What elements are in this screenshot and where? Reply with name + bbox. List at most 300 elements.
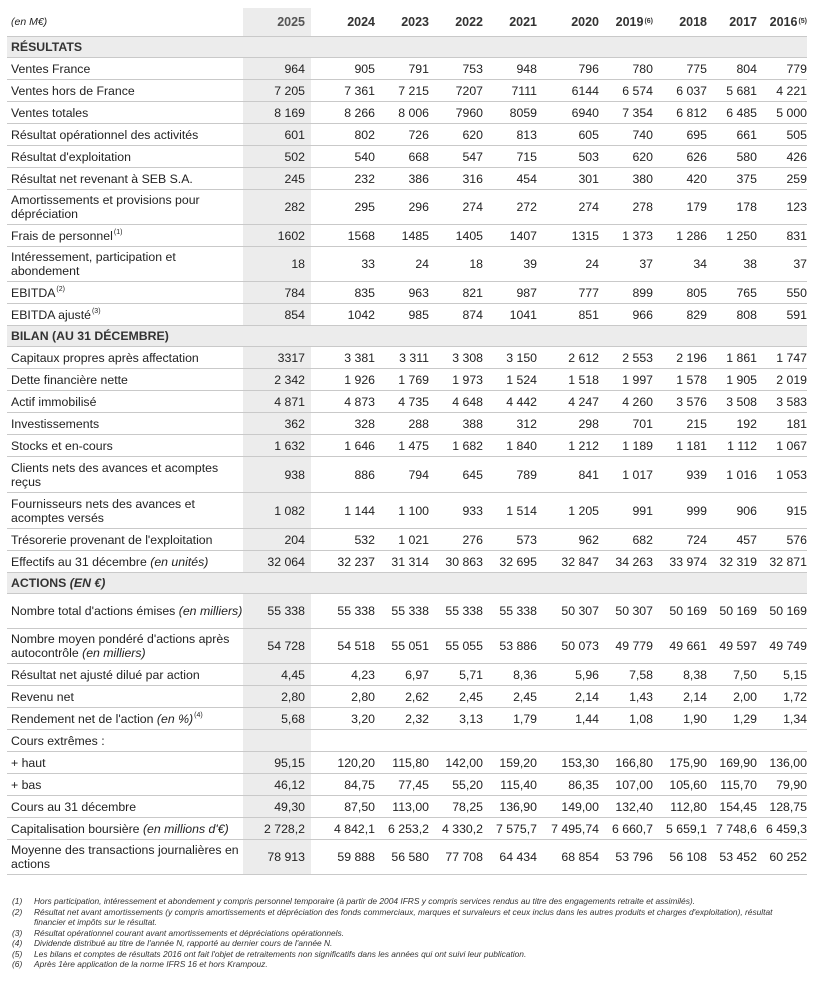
- table-row: [7, 457, 807, 493]
- row-label-text: Résultat net ajusté dilué par action: [11, 667, 200, 682]
- row-label-text: Ventes hors de France: [11, 83, 135, 98]
- table-cell: 1 181: [676, 438, 707, 453]
- table-cell: 1 646: [344, 438, 375, 453]
- table-cell: 84,75: [344, 777, 375, 792]
- row-label-text: Moyenne des transactions journalières en actions: [11, 843, 239, 871]
- table-cell: 4 247: [568, 394, 599, 409]
- table-cell: [599, 730, 653, 751]
- row-label-text: Cours au 31 décembre: [11, 799, 137, 814]
- table-cell: 5 000: [776, 105, 807, 120]
- section-title: [11, 37, 411, 57]
- row-label-text: Capitaux propres après affectation: [11, 350, 199, 365]
- row-label-unit: (en milliers): [82, 646, 146, 660]
- table-cell: 362: [243, 413, 311, 434]
- row-label-text: Nombre total d'actions émises: [11, 604, 176, 618]
- row-label-text: Fournisseurs nets des avances et acomptes versés: [11, 496, 195, 525]
- section-header: [7, 573, 807, 594]
- table-row: [7, 840, 807, 875]
- table-cell: 851: [578, 307, 599, 322]
- table-cell: 128,75: [769, 799, 807, 814]
- row-label: [11, 796, 243, 817]
- table-cell: 56 108: [669, 850, 707, 864]
- year-header: 2023: [401, 15, 429, 29]
- table-cell: 2 196: [676, 350, 707, 365]
- table-cell: 775: [686, 61, 707, 76]
- row-label-text: Effectifs au 31 décembre: [11, 554, 147, 569]
- table-cell: 215: [686, 416, 707, 431]
- table-cell: 1 632: [243, 435, 311, 456]
- table-cell: 835: [354, 285, 375, 300]
- table-cell: 1,43: [629, 689, 653, 704]
- table-cell: 1 682: [452, 438, 483, 453]
- table-cell: 948: [516, 61, 537, 76]
- table-cell: 55 338: [337, 604, 375, 618]
- table-cell: [313, 730, 375, 751]
- table-cell: 32 237: [337, 554, 375, 569]
- footnote: [12, 896, 802, 907]
- table-cell: 784: [243, 282, 311, 303]
- footnote-ref: (2): [56, 286, 65, 294]
- table-cell: 1 100: [398, 503, 429, 518]
- table-cell: 7 575,7: [495, 821, 537, 836]
- table-cell: 7,50: [733, 667, 757, 682]
- table-row: [7, 686, 807, 708]
- table-cell: 316: [462, 171, 483, 186]
- row-label-text: EBITDA: [11, 285, 56, 300]
- table-cell: 938: [243, 457, 311, 492]
- row-label-text: Nombre moyen pondéré d'actions après autocontrôle: [11, 632, 230, 660]
- row-label: [11, 347, 243, 368]
- table-cell: 7960: [455, 105, 483, 120]
- table-cell: 18: [243, 247, 311, 281]
- table-cell: 1 053: [776, 467, 807, 482]
- table-cell: 813: [516, 127, 537, 142]
- row-label: [11, 413, 243, 434]
- table-cell: 854: [243, 304, 311, 325]
- table-cell: 874: [462, 307, 483, 322]
- table-cell: 77 708: [445, 850, 483, 864]
- table-cell: 232: [354, 171, 375, 186]
- table-row: [7, 190, 807, 225]
- table-cell: 841: [578, 467, 599, 482]
- row-label-text: Dette financière nette: [11, 372, 128, 387]
- row-label: [11, 457, 243, 492]
- table-cell: 59 888: [337, 850, 375, 864]
- table-cell: 123: [786, 200, 807, 214]
- table-cell: 55 338: [499, 604, 537, 618]
- footnote-ref: (3): [91, 308, 101, 316]
- footnote-key: (1): [12, 896, 23, 906]
- table-row: [7, 225, 807, 247]
- table-cell: 53 452: [719, 850, 757, 864]
- table-cell: 32 319: [719, 554, 757, 569]
- row-label: [11, 225, 243, 246]
- table-cell: 502: [243, 146, 311, 167]
- table-cell: 50 169: [769, 604, 807, 618]
- table-row: [7, 413, 807, 435]
- table-cell: 3 311: [399, 350, 429, 365]
- table-cell: 4 221: [776, 83, 807, 98]
- table-cell: 915: [786, 503, 807, 518]
- table-cell: 159,20: [499, 755, 537, 770]
- table-cell: 32 695: [499, 554, 537, 569]
- table-cell: 626: [686, 149, 707, 164]
- table-cell: 49 597: [719, 639, 757, 653]
- table-cell: 30 863: [445, 554, 483, 569]
- table-row: [7, 664, 807, 686]
- table-cell: 4 735: [398, 394, 429, 409]
- table-cell: 5 659,1: [665, 821, 707, 836]
- table-cell: 296: [408, 200, 429, 214]
- table-cell: 32 871: [769, 554, 807, 569]
- table-cell: 5 681: [726, 83, 757, 98]
- footnotes: [12, 896, 802, 970]
- table-cell: 457: [736, 532, 757, 547]
- table-cell: 821: [462, 285, 483, 300]
- table-cell: 166,80: [615, 755, 653, 770]
- table-cell: 204: [243, 529, 311, 550]
- table-cell: 1 016: [726, 467, 757, 482]
- table-cell: 2,32: [405, 711, 429, 726]
- table-cell: 682: [632, 532, 653, 547]
- financial-summary-table: [7, 8, 807, 875]
- table-cell: 765: [736, 285, 757, 300]
- table-cell: 1,08: [629, 711, 653, 726]
- section-header: [7, 37, 807, 58]
- table-row: [7, 102, 807, 124]
- table-cell: 295: [354, 200, 375, 214]
- table-cell: 780: [632, 61, 653, 76]
- table-cell: 2,14: [683, 689, 707, 704]
- table-cell: 794: [408, 467, 429, 482]
- table-cell: 4 442: [506, 394, 537, 409]
- table-cell: 49 661: [669, 639, 707, 653]
- table-cell: 38: [743, 257, 757, 271]
- table-row: [7, 369, 807, 391]
- row-label: [11, 247, 243, 281]
- table-cell: 645: [462, 467, 483, 482]
- table-cell: 454: [516, 171, 537, 186]
- table-cell: 178: [736, 200, 757, 214]
- table-cell: 3,20: [351, 711, 375, 726]
- section-header: [7, 326, 807, 347]
- table-cell: 64 434: [499, 850, 537, 864]
- table-cell: 113,00: [392, 799, 429, 814]
- row-label-text: Frais de personnel: [11, 228, 113, 243]
- table-cell: 2 553: [622, 350, 653, 365]
- table-cell: 580: [736, 149, 757, 164]
- table-cell: 966: [632, 307, 653, 322]
- table-cell: 620: [632, 149, 653, 164]
- table-cell: 829: [686, 307, 707, 322]
- table-cell: 5,71: [459, 667, 483, 682]
- table-cell: 34: [693, 257, 707, 271]
- table-cell: 573: [516, 532, 537, 547]
- row-label: [11, 190, 243, 224]
- table-cell: 1,29: [733, 711, 757, 726]
- row-label: [11, 102, 243, 123]
- table-cell: 68 854: [561, 850, 599, 864]
- table-cell: 789: [516, 467, 537, 482]
- table-cell: 1,79: [513, 711, 537, 726]
- table-cell: 4 873: [344, 394, 375, 409]
- table-cell: 24: [415, 257, 429, 271]
- row-label: [11, 369, 243, 390]
- table-cell: 149,00: [561, 799, 599, 814]
- table-row: [7, 247, 807, 282]
- table-cell: 668: [408, 149, 429, 164]
- row-label: [11, 818, 243, 839]
- table-cell: 802: [354, 127, 375, 142]
- row-label: [11, 304, 243, 325]
- table-cell: 6 660,7: [611, 821, 653, 836]
- table-cell: 576: [786, 532, 807, 547]
- table-cell: [375, 730, 429, 751]
- table-cell: 49 749: [769, 639, 807, 653]
- table-row: [7, 58, 807, 80]
- footnote-text: Hors participation, intéressement et abondement y compris personnel temporaire (à partir de 2004 IFRS y compris services rendus au titre des engagements retraite et assimilés).: [34, 896, 695, 906]
- table-cell: 78 913: [243, 840, 311, 874]
- table-row: [7, 304, 807, 326]
- table-cell: 7 748,6: [715, 821, 757, 836]
- table-cell: 328: [354, 416, 375, 431]
- table-cell: 18: [469, 257, 483, 271]
- table-cell: 78,25: [452, 799, 483, 814]
- year-header: 2021: [509, 15, 537, 29]
- table-cell: 95,15: [243, 752, 311, 773]
- table-cell: 8059: [509, 105, 537, 120]
- table-row: [7, 124, 807, 146]
- table-cell: 805: [686, 285, 707, 300]
- table-cell: 7 205: [243, 80, 311, 101]
- table-cell: 136,90: [499, 799, 537, 814]
- row-label: [11, 146, 243, 167]
- table-cell: 6 574: [622, 83, 653, 98]
- table-cell: 2,80: [351, 689, 375, 704]
- table-row: [7, 708, 807, 730]
- table-cell: 963: [408, 285, 429, 300]
- table-cell: 777: [578, 285, 599, 300]
- table-cell: 1,44: [575, 711, 599, 726]
- table-cell: 39: [523, 257, 537, 271]
- table-cell: 964: [243, 58, 311, 79]
- table-cell: 4 648: [452, 394, 483, 409]
- table-cell: 8 006: [398, 105, 429, 120]
- row-label: [11, 391, 243, 412]
- footnote-text: Résultat net avant amortissements (y compris amortissements et dépréciation des fonds commerciaux, marques et survaleurs et ceux inclus dans les autres produits et charges d'exploitation), résultat financier et impôts sur le résultat.: [34, 906, 773, 927]
- footnote: [12, 928, 802, 939]
- year-header: 2020: [571, 15, 599, 29]
- table-cell: 388: [462, 416, 483, 431]
- table-cell: 547: [462, 149, 483, 164]
- table-cell: 55 338: [445, 604, 483, 618]
- table-cell: 753: [462, 61, 483, 76]
- table-cell: 2,45: [459, 689, 483, 704]
- row-label: [11, 529, 243, 550]
- table-row: [7, 752, 807, 774]
- table-cell: 808: [736, 307, 757, 322]
- table-cell: 985: [408, 307, 429, 322]
- table-cell: 278: [632, 200, 653, 214]
- row-label: [11, 80, 243, 101]
- row-label-text: Ventes France: [11, 61, 91, 76]
- footnote-text: Dividende distribué au titre de l'année N, rapporté au dernier cours de l'année N.: [34, 938, 333, 948]
- table-row: [7, 282, 807, 304]
- table-cell: 136,00: [769, 755, 807, 770]
- table-cell: 591: [786, 307, 807, 322]
- year-header: 2025: [243, 8, 311, 36]
- row-label: [11, 664, 243, 685]
- row-label: [11, 435, 243, 456]
- footnote-text: Résultat opérationnel courant avant amortissements et dépréciations opérationnels.: [34, 927, 345, 938]
- row-label: [11, 774, 243, 795]
- table-cell: 661: [736, 127, 757, 142]
- table-cell: 32 064: [243, 551, 311, 572]
- table-cell: 288: [408, 416, 429, 431]
- row-label-text: Rendement net de l'action: [11, 711, 154, 726]
- table-cell: 4 260: [622, 394, 653, 409]
- row-label-text: Stocks et en-cours: [11, 438, 113, 453]
- table-cell: 550: [786, 285, 807, 300]
- table-cell: 3 308: [452, 350, 483, 365]
- table-row: [7, 493, 807, 529]
- table-cell: 1 212: [568, 438, 599, 453]
- row-label-text: EBITDA ajusté: [11, 307, 91, 322]
- table-cell: 245: [243, 168, 311, 189]
- row-label-text: Clients nets des avances et acomptes reçus: [11, 460, 219, 489]
- table-cell: 933: [462, 503, 483, 518]
- table-cell: 886: [354, 467, 375, 482]
- footnote-text: Après 1ère application de la norme IFRS 16 et hors Krampouz.: [34, 959, 268, 969]
- table-cell: 1 514: [506, 503, 537, 518]
- table-cell: 87,50: [344, 799, 375, 814]
- table-row: [7, 80, 807, 102]
- table-cell: 7 495,74: [551, 821, 599, 836]
- table-cell: 274: [578, 200, 599, 214]
- table-cell: [653, 730, 707, 751]
- table-cell: 274: [462, 200, 483, 214]
- table-cell: 1 067: [776, 438, 807, 453]
- footnote-key: (3): [12, 927, 23, 938]
- unit-label: (en M€): [11, 16, 48, 28]
- table-cell: 5,15: [783, 667, 807, 682]
- table-cell: 6 485: [726, 105, 757, 120]
- table-cell: 1 286: [676, 228, 707, 243]
- table-cell: 804: [736, 61, 757, 76]
- row-label-text: Cours extrêmes :: [11, 733, 105, 748]
- table-cell: 115,40: [500, 777, 537, 792]
- table-cell: 8,38: [683, 667, 707, 682]
- table-cell: 6 812: [676, 105, 707, 120]
- row-label-text: Amortissements et provisions pour dépréciation: [11, 193, 200, 221]
- row-label-unit: (en millions d'€): [142, 821, 229, 836]
- section-title-text: ACTIONS: [11, 576, 67, 590]
- table-cell: 31 314: [391, 554, 429, 569]
- table-cell: 420: [686, 171, 707, 186]
- footnote-text: Les bilans et comptes de résultats 2016 ont fait l'objet de retraitements non significatifs dans les années qui ont suivi leur publication.: [34, 948, 527, 959]
- row-label: [11, 282, 243, 303]
- table-cell: 1 021: [398, 532, 429, 547]
- row-label: [11, 730, 243, 751]
- table-cell: 3,13: [459, 711, 483, 726]
- table-cell: 991: [632, 503, 653, 518]
- table-cell: 115,70: [720, 777, 757, 792]
- table-cell: 1 518: [568, 372, 599, 387]
- table-cell: 4,23: [351, 667, 375, 682]
- table-cell: 33: [361, 257, 375, 271]
- table-cell: 899: [632, 285, 653, 300]
- table-cell: 259: [786, 171, 807, 186]
- table-cell: 6144: [571, 83, 599, 98]
- table-cell: 3 508: [726, 394, 757, 409]
- table-cell: 60 252: [769, 850, 807, 864]
- table-cell: 3 576: [676, 394, 707, 409]
- table-cell: 375: [736, 171, 757, 186]
- row-label-text: Actif immobilisé: [11, 394, 97, 409]
- table-cell: 2,00: [733, 689, 757, 704]
- table-cell: 939: [686, 467, 707, 482]
- table-cell: 272: [516, 200, 537, 214]
- row-label-text: Résultat d'exploitation: [11, 149, 131, 164]
- table-cell: 3 150: [506, 350, 537, 365]
- table-cell: 2 728,2: [243, 818, 311, 839]
- row-label: [11, 551, 243, 572]
- table-cell: 50 169: [669, 604, 707, 618]
- table-cell: 1 926: [344, 372, 375, 387]
- table-cell: 50 307: [615, 604, 653, 618]
- table-cell: 1315: [571, 228, 599, 243]
- row-label-unit: (en milliers): [178, 604, 243, 618]
- table-cell: [537, 730, 599, 751]
- table-cell: 1405: [455, 228, 483, 243]
- table-cell: 503: [578, 149, 599, 164]
- table-cell: 301: [578, 171, 599, 186]
- table-cell: 55 051: [391, 639, 429, 653]
- row-label-text: Revenu net: [11, 689, 74, 704]
- table-row: [7, 629, 807, 664]
- footnote-key: (4): [12, 938, 23, 948]
- table-cell: 1 861: [726, 350, 757, 365]
- row-label: [11, 752, 243, 773]
- table-cell: [757, 730, 807, 751]
- table-cell: 906: [736, 503, 757, 518]
- table-cell: 112,80: [670, 799, 707, 814]
- table-cell: 50 073: [561, 639, 599, 653]
- table-cell: 32 847: [561, 554, 599, 569]
- table-cell: 1485: [401, 228, 429, 243]
- table-cell: 24: [585, 257, 599, 271]
- table-row: [7, 146, 807, 168]
- table-cell: 4 871: [243, 391, 311, 412]
- row-label-text: Intéressement, participation et abondement: [11, 250, 176, 278]
- table-cell: 1 189: [622, 438, 653, 453]
- table-cell: 120,20: [337, 755, 375, 770]
- table-cell: 796: [578, 61, 599, 76]
- table-cell: 540: [354, 149, 375, 164]
- table-cell: 4 330,2: [441, 821, 483, 836]
- table-row: [7, 774, 807, 796]
- table-cell: 2,45: [513, 689, 537, 704]
- table-cell: 107,00: [615, 777, 653, 792]
- table-cell: [429, 730, 483, 751]
- footnote-key: (5): [12, 948, 23, 959]
- table-cell: 7 361: [344, 83, 375, 98]
- footnote: [12, 959, 802, 970]
- table-cell: 115,80: [392, 755, 429, 770]
- table-cell: 1 082: [243, 493, 311, 528]
- table-cell: 715: [516, 149, 537, 164]
- table-cell: 55 338: [391, 604, 429, 618]
